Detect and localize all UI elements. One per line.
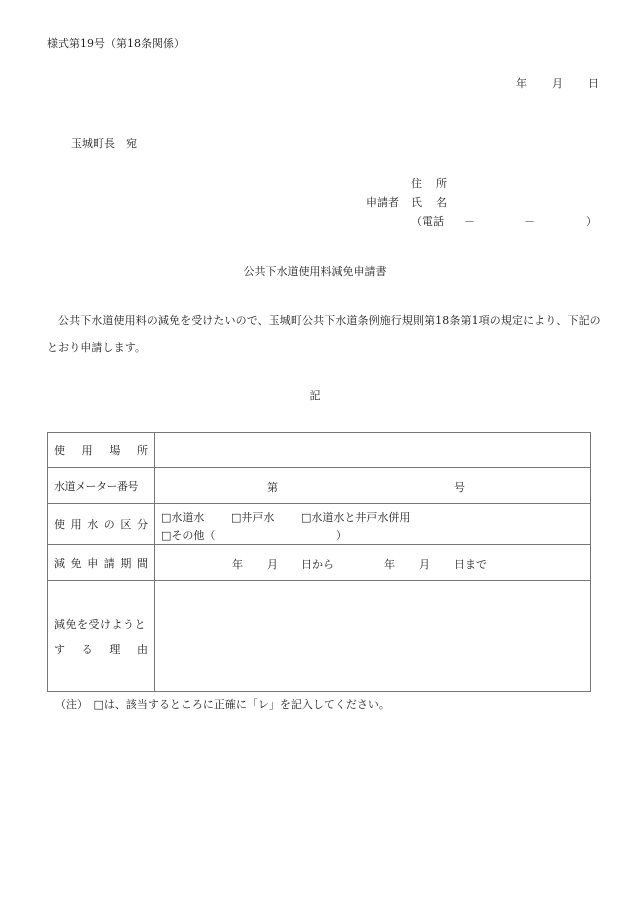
date-year: 年	[516, 77, 527, 90]
label-meter-number	[48, 468, 155, 504]
from-month: 月	[267, 557, 278, 571]
label-char: 理	[109, 642, 121, 656]
label-char: 請	[103, 556, 115, 570]
exemption-period-field[interactable]	[155, 545, 591, 581]
application-table	[47, 432, 591, 692]
label-char: 使	[54, 444, 65, 457]
phone-label: （電話	[411, 215, 444, 228]
checkbox-tap-and-well[interactable]: □水道水と井戸水併用	[301, 511, 411, 524]
label-char: 区	[120, 518, 132, 531]
phone-close: ）	[586, 215, 597, 228]
label-reason-line1: 減免を受けようと	[54, 617, 146, 631]
row-usage-location	[48, 433, 591, 468]
document-title: 公共下水道使用料減免申請書	[243, 265, 387, 278]
row-exemption-period	[48, 545, 591, 581]
name-label-2: 名	[436, 196, 447, 209]
ki-heading: 記	[309, 389, 321, 402]
checkbox-other[interactable]: □その他（	[161, 529, 216, 542]
row-water-type	[48, 504, 591, 545]
label-char: 由	[136, 642, 148, 656]
row-reason	[48, 581, 591, 692]
phone-dash-2: －	[524, 215, 535, 228]
label-char: の	[103, 518, 115, 531]
label-reason	[48, 581, 155, 692]
footnote: （注） □は、該当するところに正確に「レ」を記入してください。	[55, 698, 390, 711]
other-close: ）	[336, 529, 347, 542]
label-char: 使	[54, 518, 65, 531]
reason-field[interactable]	[155, 581, 591, 692]
label-usage-location	[48, 433, 155, 468]
water-type-options	[155, 504, 591, 545]
usage-location-field[interactable]	[155, 433, 591, 468]
applicant-role: 申請者	[366, 196, 399, 209]
label-water-type	[48, 504, 155, 545]
to-year: 年	[384, 557, 395, 571]
label-char: 水	[87, 518, 99, 531]
form-number: 様式第19号（第18条関係）	[47, 37, 185, 50]
addressee: 玉城町長 宛	[71, 137, 137, 150]
from-day: 日から	[301, 557, 334, 571]
date-month: 月	[552, 77, 563, 90]
label-char: 用	[81, 444, 93, 457]
label-char: 申	[87, 556, 99, 570]
label-char: 間	[136, 556, 148, 570]
row-meter-number	[48, 468, 591, 504]
label-char: る	[81, 642, 93, 656]
checkbox-tap-water[interactable]: □水道水	[161, 511, 205, 524]
checkbox-well-water[interactable]: □井戸水	[231, 511, 275, 524]
label-exemption-period	[48, 545, 155, 581]
address-label-2: 所	[436, 177, 447, 190]
label-char: 免	[70, 556, 82, 570]
meter-number-field[interactable]	[155, 468, 591, 504]
address-label-1: 住	[411, 177, 422, 190]
meter-dai: 第	[267, 480, 278, 494]
body-text: 公共下水道使用料の減免を受けたいので、玉城町公共下水道条例施行規則第18条第1項の規定により、下記のとおり申請します。	[47, 314, 601, 354]
label-char: す	[54, 642, 65, 656]
label-char: 用	[70, 518, 82, 531]
label-char: 場	[109, 444, 121, 457]
from-year: 年	[232, 557, 243, 571]
label-char: 分	[136, 518, 148, 531]
label-char: 期	[120, 556, 132, 570]
label-char: 所	[136, 444, 148, 457]
label-text: 水道メーター番号	[54, 479, 138, 493]
label-char: 減	[54, 556, 65, 570]
name-label-1: 氏	[411, 196, 422, 209]
to-day: 日まで	[454, 557, 487, 571]
to-month: 月	[419, 557, 430, 571]
phone-dash-1: －	[464, 215, 475, 228]
date-day: 日	[588, 77, 599, 90]
meter-go: 号	[454, 480, 465, 494]
